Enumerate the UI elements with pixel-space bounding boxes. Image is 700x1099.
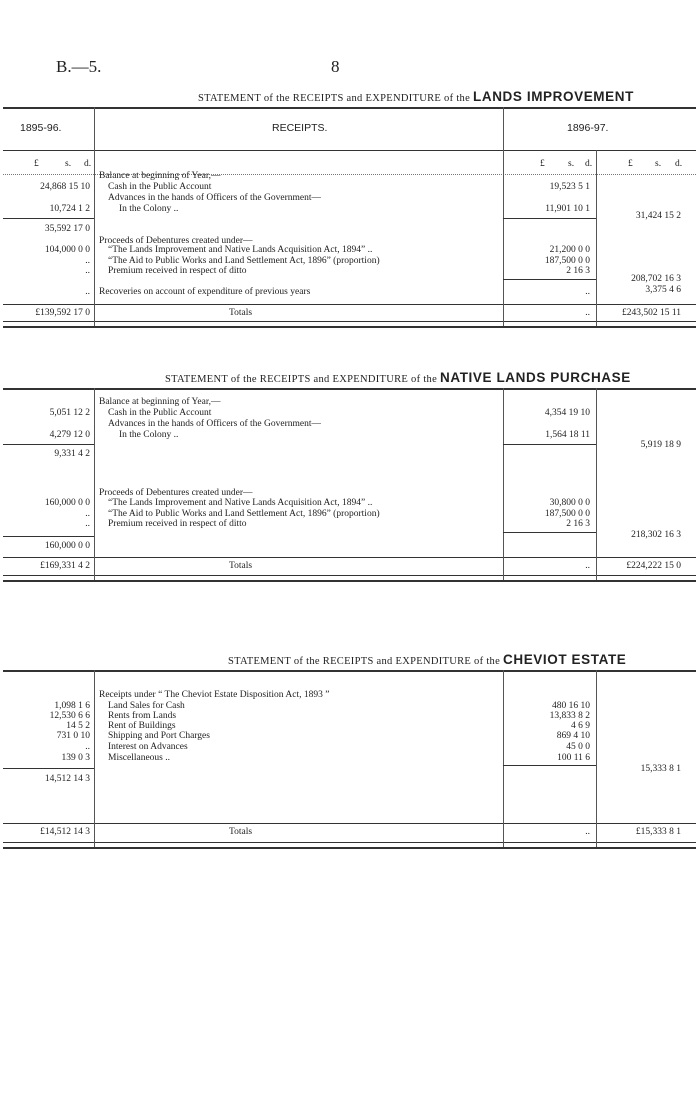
subtotal-1896: 5,919 18 9	[640, 440, 681, 450]
bottom-rule	[3, 321, 696, 322]
row-amount-1895: 10,724 1 2	[49, 204, 90, 214]
section-title-prefix: STATEMENT of the RECEIPTS and EXPENDITURE of the	[165, 374, 438, 385]
totals-label: Totals	[229, 827, 253, 837]
row-desc: Rents from Lands	[108, 711, 177, 721]
bottom-rule	[3, 842, 696, 843]
column-divider	[94, 670, 95, 847]
row-desc: Advances in the hands of Officers of the Government—	[108, 419, 321, 429]
row-amount-1896: 4,354 19 10	[544, 408, 590, 418]
section-title-bold: CHEVIOT ESTATE	[503, 652, 627, 667]
currency-pence: d.	[585, 159, 593, 169]
bottom-rule	[3, 575, 696, 576]
row-amount-1895: 12,530 6 6	[49, 711, 90, 721]
total-1896: £15,333 8 1	[635, 827, 681, 837]
row-desc: Cash in the Public Account	[108, 182, 212, 192]
section-title-bold: NATIVE LANDS PURCHASE	[440, 370, 631, 385]
row-desc: Rent of Buildings	[108, 721, 176, 731]
row-amount-1896: 4 6 9	[571, 721, 590, 731]
subtotal-rule	[503, 444, 596, 445]
row-desc: In the Colony ..	[119, 204, 179, 214]
page-identifier: B.—5.	[56, 57, 102, 76]
row-desc: “The Lands Improvement and Native Lands Acquisition Act, 1894” ..	[108, 245, 373, 255]
header-rule	[3, 150, 696, 151]
column-divider	[503, 670, 504, 847]
row-amount-1895: 104,000 0 0	[44, 245, 90, 255]
subtotal-1896: 208,702 16 3	[631, 274, 681, 284]
row-amount-1896: 30,800 0 0	[549, 498, 590, 508]
totals-rule	[3, 557, 696, 558]
row-amount-1895: ..	[85, 742, 90, 752]
row-amount-1896: 2 16 3	[566, 266, 590, 276]
totals-rule	[3, 304, 696, 305]
row-desc: Miscellaneous ..	[108, 753, 171, 763]
row-amount-1895: ..	[85, 266, 90, 276]
column-divider	[596, 388, 597, 580]
row-amount-1895: ..	[85, 509, 90, 519]
row-amount-1895: ..	[85, 256, 90, 266]
row-amount-1896: 45 0 0	[566, 742, 590, 752]
row-amount-1895: 14 5 2	[66, 721, 90, 731]
row-amount-1895: 5,051 12 2	[49, 408, 90, 418]
total-1895: £14,512 14 3	[40, 827, 90, 837]
row-desc: In the Colony ..	[119, 430, 179, 440]
row-amount-1896: 480 16 10	[552, 701, 590, 711]
row-desc: Proceeds of Debentures created under—	[99, 488, 253, 498]
total-1895: £139,592 17 0	[35, 308, 90, 318]
row-amount-1896: 187,500 0 0	[544, 509, 590, 519]
total-1896: £243,502 15 11	[621, 308, 681, 318]
row-desc: Balance at beginning of Year,—	[99, 397, 221, 407]
row-amount-1896: 100 11 6	[557, 753, 590, 763]
currency-shilling: s.	[65, 159, 72, 169]
subtotal-1896: 218,302 16 3	[631, 530, 681, 540]
currency-pence: d.	[675, 159, 683, 169]
total-mid: ..	[585, 561, 590, 571]
row-desc: Recoveries on account of expenditure of previous years	[99, 287, 311, 297]
row-amount-1896: 11,901 10 1	[545, 204, 590, 214]
row-amount-1895: 731 0 10	[56, 731, 90, 741]
subtotal-rule	[3, 218, 94, 219]
table-top-rule	[3, 388, 696, 390]
totals-label: Totals	[229, 308, 253, 318]
subtotal-rule	[503, 765, 596, 766]
currency-shilling: s.	[568, 159, 575, 169]
column-header-1895: 1895-96.	[20, 122, 62, 134]
page-number: 8	[331, 57, 340, 76]
totals-rule	[3, 823, 696, 824]
row-amount-1895: 24,868 15 10	[40, 182, 90, 192]
column-divider	[503, 107, 504, 326]
row-amount-1896: 2 16 3	[566, 519, 590, 529]
column-divider	[503, 388, 504, 580]
row-subtotal-1895: 14,512 14 3	[44, 774, 90, 784]
row-desc: Receipts under “ The Cheviot Estate Disposition Act, 1893 ”	[99, 690, 330, 700]
column-header-receipts: RECEIPTS.	[272, 122, 328, 134]
section-title-cheviot-estate	[228, 652, 626, 667]
row-subtotal-1895: 160,000 0 0	[44, 541, 90, 551]
subtotal-1896: 31,424 15 2	[635, 211, 681, 221]
row-amount-1896: 869 4 10	[556, 731, 590, 741]
row-amount-1895: 139 0 3	[61, 753, 90, 763]
currency-pound: £	[628, 159, 633, 169]
row-amount-1896: 1,564 18 11	[545, 430, 590, 440]
row-amount-1895: 160,000 0 0	[44, 498, 90, 508]
row-amount-1896: 21,200 0 0	[549, 245, 590, 255]
subtotal-rule	[503, 279, 596, 280]
row-desc: Balance at beginning of Year,—	[99, 171, 221, 181]
row-desc: Advances in the hands of Officers of the Government—	[108, 193, 321, 203]
row-desc: Cash in the Public Account	[108, 408, 212, 418]
currency-pence: d.	[84, 159, 92, 169]
row-amount-1895: ..	[85, 287, 90, 297]
row-amount-1896: ..	[585, 287, 590, 297]
row-amount-1896: 19,523 5 1	[549, 182, 590, 192]
row-desc: “The Lands Improvement and Native Lands Acquisition Act, 1894” ..	[108, 498, 373, 508]
subtotal-rule	[503, 218, 596, 219]
row-subtotal-1895: 35,592 17 0	[44, 224, 90, 234]
column-divider	[94, 388, 95, 580]
totals-label: Totals	[229, 561, 253, 571]
section-title-prefix: STATEMENT of the RECEIPTS and EXPENDITURE of the	[198, 93, 471, 104]
currency-pound: £	[34, 159, 39, 169]
subtotal-1896: 15,333 8 1	[640, 764, 681, 774]
subtotal-rule	[503, 532, 596, 533]
table-top-rule	[3, 107, 696, 109]
row-amount-1895: 4,279 12 0	[49, 430, 90, 440]
section-title-native-lands-purchase	[165, 370, 631, 385]
column-divider	[94, 107, 95, 326]
bottom-double-rule	[3, 326, 696, 328]
subtotal-1896: 3,375 4 6	[645, 285, 681, 295]
total-1895: £169,331 4 2	[40, 561, 90, 571]
row-amount-1896: 187,500 0 0	[544, 256, 590, 266]
row-desc: Land Sales for Cash	[108, 701, 185, 711]
row-desc: Shipping and Port Charges	[108, 731, 210, 741]
row-desc: Premium received in respect of ditto	[108, 266, 247, 276]
row-desc: Proceeds of Debentures created under—	[99, 236, 253, 246]
subtotal-rule	[3, 768, 94, 769]
column-divider	[596, 670, 597, 847]
table-top-rule	[3, 670, 696, 672]
section-title-lands-improvement	[198, 89, 634, 104]
column-header-1896: 1896-97.	[567, 122, 609, 134]
row-desc: “The Aid to Public Works and Land Settlement Act, 1896” (proportion)	[108, 509, 380, 519]
total-mid: ..	[585, 827, 590, 837]
row-subtotal-1895: 9,331 4 2	[54, 449, 90, 459]
total-mid: ..	[585, 308, 590, 318]
row-desc: Premium received in respect of ditto	[108, 519, 247, 529]
row-desc: “The Aid to Public Works and Land Settlement Act, 1896” (proportion)	[108, 256, 380, 266]
total-1896: £224,222 15 0	[626, 561, 681, 571]
column-divider	[596, 150, 597, 326]
currency-shilling: s.	[655, 159, 662, 169]
row-desc: Interest on Advances	[108, 742, 188, 752]
subtotal-rule	[3, 536, 94, 537]
bottom-double-rule	[3, 847, 696, 849]
currency-pound: £	[540, 159, 545, 169]
section-title-prefix: STATEMENT of the RECEIPTS and EXPENDITURE of the	[228, 656, 501, 667]
bottom-double-rule	[3, 580, 696, 582]
section-title-bold: LANDS IMPROVEMENT	[473, 89, 634, 104]
subtotal-rule	[3, 444, 94, 445]
row-amount-1896: 13,833 8 2	[549, 711, 590, 721]
row-amount-1895: 1,098 1 6	[54, 701, 90, 711]
row-amount-1895: ..	[85, 519, 90, 529]
